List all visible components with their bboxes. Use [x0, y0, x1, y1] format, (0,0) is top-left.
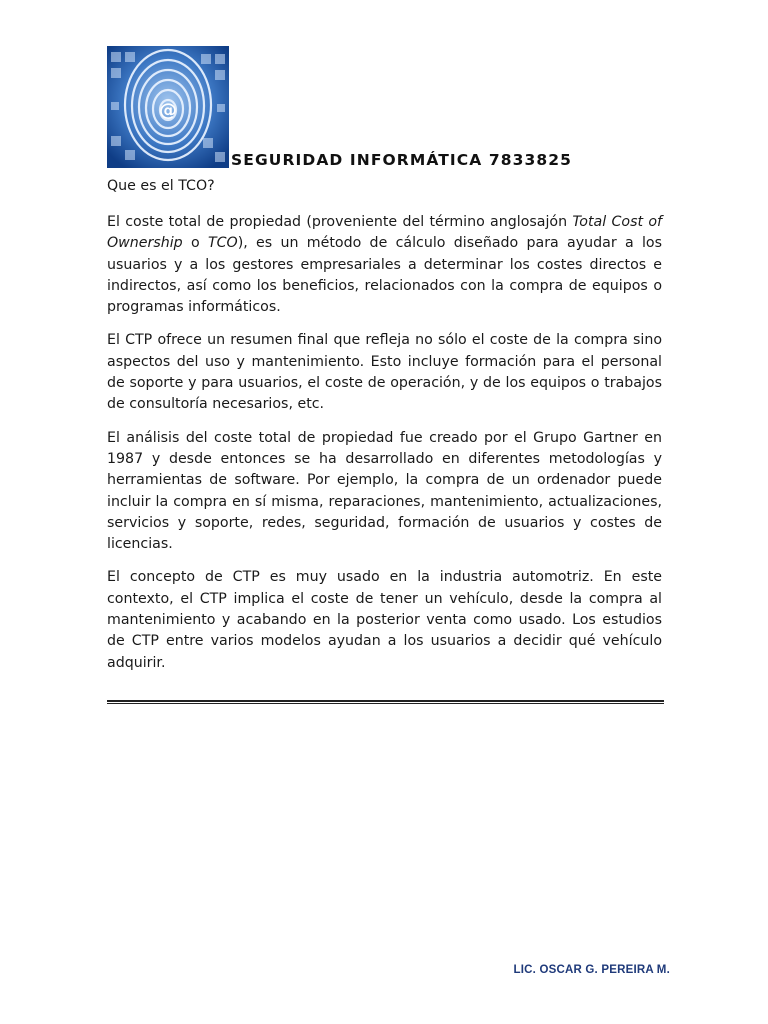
double-divider [107, 700, 664, 704]
author-footer: LIC. OSCAR G. PEREIRA M. [513, 964, 670, 976]
svg-text:@: @ [159, 100, 177, 121]
paragraph-4: El concepto de CTP es muy usado en la industria automotriz. En este contexto, el CTP implica el coste de tener un vehículo, desde la compra al mantenimiento y acabando en la posterior venta como usado. Los estudios de CTP entre varios modelos ayudan a los usuarios a decidir qué vehículo adquirir. [107, 569, 662, 671]
paragraph-1-text-a: El coste total de propiedad (proveniente del término anglosajón [107, 214, 573, 230]
question-heading: Que es el TCO? [107, 178, 215, 194]
paragraph-1 [107, 212, 662, 318]
paragraph-3: El análisis del coste total de propiedad fue creado por el Grupo Gartner en 1987 y desde entonces se ha desarrollado en diferentes metodologías y herramientas de software. Por ejemplo, la compra de un ordenador puede incluir la compra en sí misma, reparaciones, mantenimiento, actualizaciones, servicios y soporte, redes, seguridad, formación de usuarios y costes de licencias. [107, 429, 662, 553]
term-tco: TCO [207, 235, 238, 252]
term-total-cost-of-ownership: Total Cost of Ownership [107, 214, 663, 252]
paragraph-2: El CTP ofrece un resumen final que refleja no sólo el coste de la compra sino aspectos del uso y mantenimiento. Esto incluye formación para el personal de soporte y para usuarios, el coste de operación, y de los equipos o trabajos de consultoría necesarios, etc. [107, 332, 662, 413]
document-body [107, 212, 662, 686]
page-title: SEGURIDAD INFORMÁTICA 7833825 [231, 151, 573, 169]
fingerprint-security-icon [107, 46, 229, 168]
paragraph-1-text-b: o [182, 235, 208, 252]
paragraph-1-text-c: ), es un método de cálculo diseñado para ayudar a los usuarios y a los gestores empresariales a determinar los costes directos e indirectos, así como los beneficios, relacionados con la compra de equipos o programas informáticos. [107, 235, 662, 316]
